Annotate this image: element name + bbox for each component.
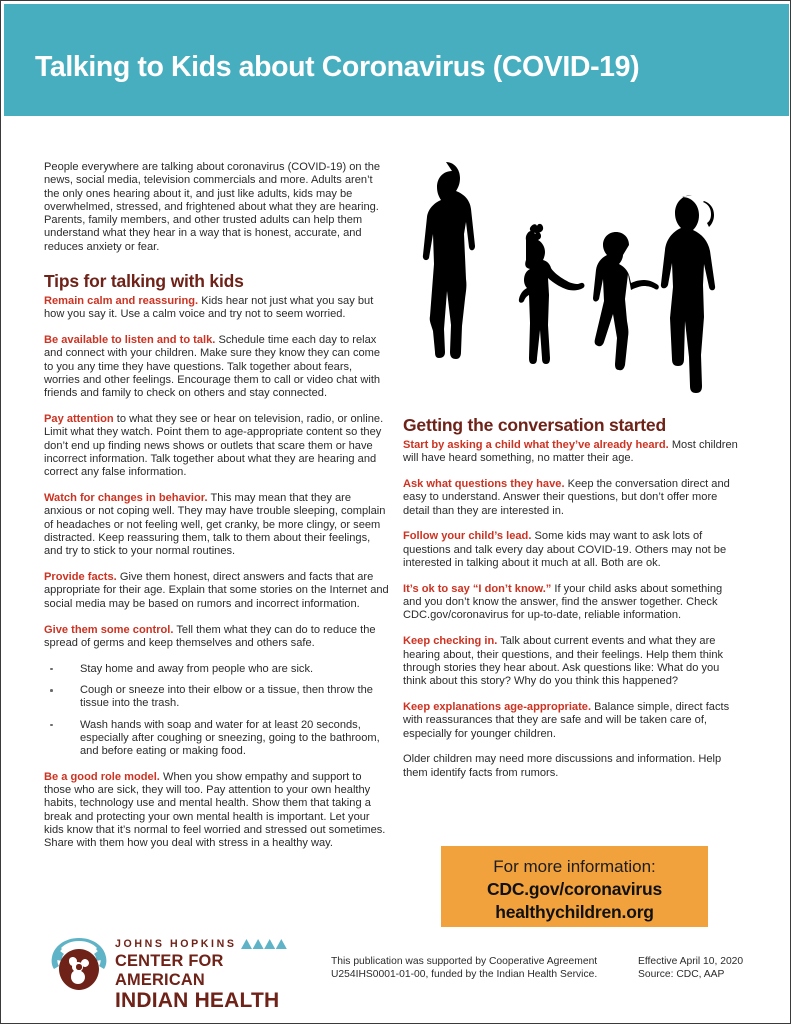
tip-item bbox=[44, 492, 389, 558]
footer bbox=[1, 931, 791, 1011]
tip-body: When you show empathy and support to those who are sick, they will too. Pay attention to your own healthy habits, technology use and mental health. Show them that taking a break and protecting your own mental health is important. Let your kids know that it’s normal to feel worried and stressed out sometimes. Share with them how you deal with stress in a healthy way. bbox=[44, 770, 386, 850]
tips-section-heading: Tips for talking with kids bbox=[44, 271, 244, 292]
source-credit: Source: CDC, AAP bbox=[638, 969, 725, 981]
triangles-icon bbox=[241, 939, 287, 950]
tip-lead: Ask what questions they have. bbox=[403, 478, 565, 491]
intro-paragraph: People everywhere are talking about coronavirus (COVID-19) on the news, social media, television commercials and more. Adults aren’t the only ones hearing about it, and just like adults, kids may be overwhelmed, stressed, and frightened about what they are hearing. Parents, family members, and other trusted adults can help them understand what they hear in a way that is honest, accurate, and reduces anxiety or fear. bbox=[44, 161, 381, 253]
tip-lead: Pay attention bbox=[44, 413, 114, 426]
tip-item bbox=[44, 295, 389, 322]
conversation-section-heading: Getting the conversation started bbox=[403, 415, 666, 435]
tip-lead: Give them some control. bbox=[44, 623, 174, 636]
tip-item bbox=[44, 413, 389, 479]
jhu-caih-logo bbox=[49, 934, 314, 1012]
list-item bbox=[44, 684, 389, 711]
tip-lead: Be available to listen and to talk. bbox=[44, 334, 216, 347]
list-item-label: Stay home and away from people who are sick. bbox=[80, 662, 314, 675]
tip-body: Balance simple, direct facts with reassurances that they are safe and will be taken care of, especially for younger children. bbox=[403, 700, 730, 740]
tip-lead: Provide facts. bbox=[44, 571, 117, 584]
closing-paragraph: Older children may need more discussions and information. Help them identify facts from rumors. bbox=[403, 753, 722, 779]
logo-line-johns-hopkins: JOHNS HOPKINS bbox=[115, 938, 237, 950]
logo-line-indian-health: INDIAN HEALTH bbox=[115, 989, 280, 1012]
tip-body: This may mean that they are anxious or not coping well. They may have trouble sleeping, complain of headaches or not feeling well, get cranky, be more clingy, or seem distracted. Keep reassuring them, talk to them about their feelings, and try to stick to your normal routines. bbox=[44, 492, 386, 558]
tip-lead: Remain calm and reassuring. bbox=[44, 295, 199, 308]
tip-body: Most children will have heard something, no matter their age. bbox=[403, 439, 738, 465]
tip-item bbox=[44, 771, 389, 851]
caih-emblem-icon bbox=[49, 936, 109, 992]
tip-lead: Watch for changes in behavior. bbox=[44, 492, 208, 505]
tip-lead: It’s ok to say “I don’t know.” bbox=[403, 582, 552, 595]
tip-body: Schedule time each day to relax and connect with your children. Make sure they know they can come to you any time they have questions. Talk together about fears, worries and other feelings. Encourage them to call or video chat with friends and family to check on others and stay connected. bbox=[44, 334, 381, 400]
tip-body: Talk about current events and what they are hearing about, their questions, and their feelings. Help them think through stories they hear about. Ask questions like: What do you think about this story? Why do you think this happened? bbox=[403, 635, 724, 688]
logo-line-center: CENTER FOR AMERICAN bbox=[115, 952, 224, 989]
list-item-label: Wash hands with soap and water for at least 20 seconds, especially after coughing or sneezing, going to the bathroom, and before eating or making food. bbox=[80, 718, 380, 758]
tip-item bbox=[44, 571, 389, 611]
tip-body: If your child asks about something and you don’t know the answer, find the answer together. Check CDC.gov/coronavirus for up-to-date, reliable information. bbox=[403, 582, 723, 622]
tip-item bbox=[403, 635, 743, 688]
tip-lead: Be a good role model. bbox=[44, 770, 160, 783]
tip-body: to what they see or hear on television, radio, or online. Limit what they watch. Point them to age-appropriate content so they don’t end up finding news shows or outlets that scare them or have incorrect information. Talk together about what they are hearing and correct any false information. bbox=[44, 413, 384, 479]
tip-item bbox=[403, 478, 743, 518]
healthychildren-link[interactable]: healthychildren.org bbox=[495, 902, 654, 922]
prevention-bullet-list bbox=[44, 663, 389, 759]
left-column bbox=[44, 161, 389, 851]
funding-statement: This publication was supported by Cooperative Agreement U254IHS0001-01-00, funded by the Indian Health Service. bbox=[331, 956, 598, 981]
tip-lead: Keep checking in. bbox=[403, 635, 498, 648]
header-banner bbox=[4, 4, 789, 116]
family-silhouette-image bbox=[405, 153, 749, 403]
bullet-dot-icon bbox=[50, 724, 53, 727]
tip-item bbox=[403, 701, 743, 741]
bullet-dot-icon bbox=[50, 689, 53, 692]
tip-item bbox=[44, 334, 389, 400]
more-information-box bbox=[441, 846, 708, 927]
right-column bbox=[403, 415, 743, 780]
tip-item bbox=[403, 530, 743, 570]
tip-item bbox=[403, 439, 743, 466]
info-box-label: For more information: bbox=[493, 857, 656, 876]
tip-lead: Follow your child’s lead. bbox=[403, 530, 532, 543]
tip-lead: Start by asking a child what they’ve already heard. bbox=[403, 439, 669, 451]
tip-lead: Keep explanations age-appropriate. bbox=[403, 700, 592, 713]
tip-body: Tell them what they can do to reduce the spread of germs and keep themselves and others safe. bbox=[44, 623, 376, 649]
tip-item bbox=[403, 583, 743, 623]
tip-body: Keep the conversation direct and easy to understand. Answer their questions, but don’t offer more detail than they are interested in. bbox=[403, 478, 730, 517]
cdc-link[interactable]: CDC.gov/coronavirus bbox=[486, 879, 663, 899]
list-item bbox=[44, 663, 389, 676]
tip-body: Give them honest, direct answers and facts that are appropriate for their age. Explain that some stories on the Internet and social media may be based on rumors and incorrect information. bbox=[44, 571, 389, 610]
list-item bbox=[44, 719, 389, 759]
tip-body: Kids hear not just what you say but how you say it. Use a calm voice and try not to seem worried. bbox=[44, 295, 374, 321]
tip-body: Some kids may want to ask lots of questions and talk every day about COVID-19. Others may not be interested in talking about it much at all. Both are ok. bbox=[403, 530, 727, 570]
list-item-label: Cough or sneeze into their elbow or a tissue, then throw the tissue into the trash. bbox=[80, 683, 373, 710]
logo-wordmark bbox=[115, 938, 314, 1012]
footer-meta bbox=[638, 955, 788, 981]
tip-item bbox=[44, 624, 389, 651]
page-title: Talking to Kids about Coronavirus (COVID-19) bbox=[35, 51, 640, 83]
bullet-dot-icon bbox=[50, 668, 53, 671]
effective-date: Effective April 10, 2020 bbox=[638, 956, 744, 967]
